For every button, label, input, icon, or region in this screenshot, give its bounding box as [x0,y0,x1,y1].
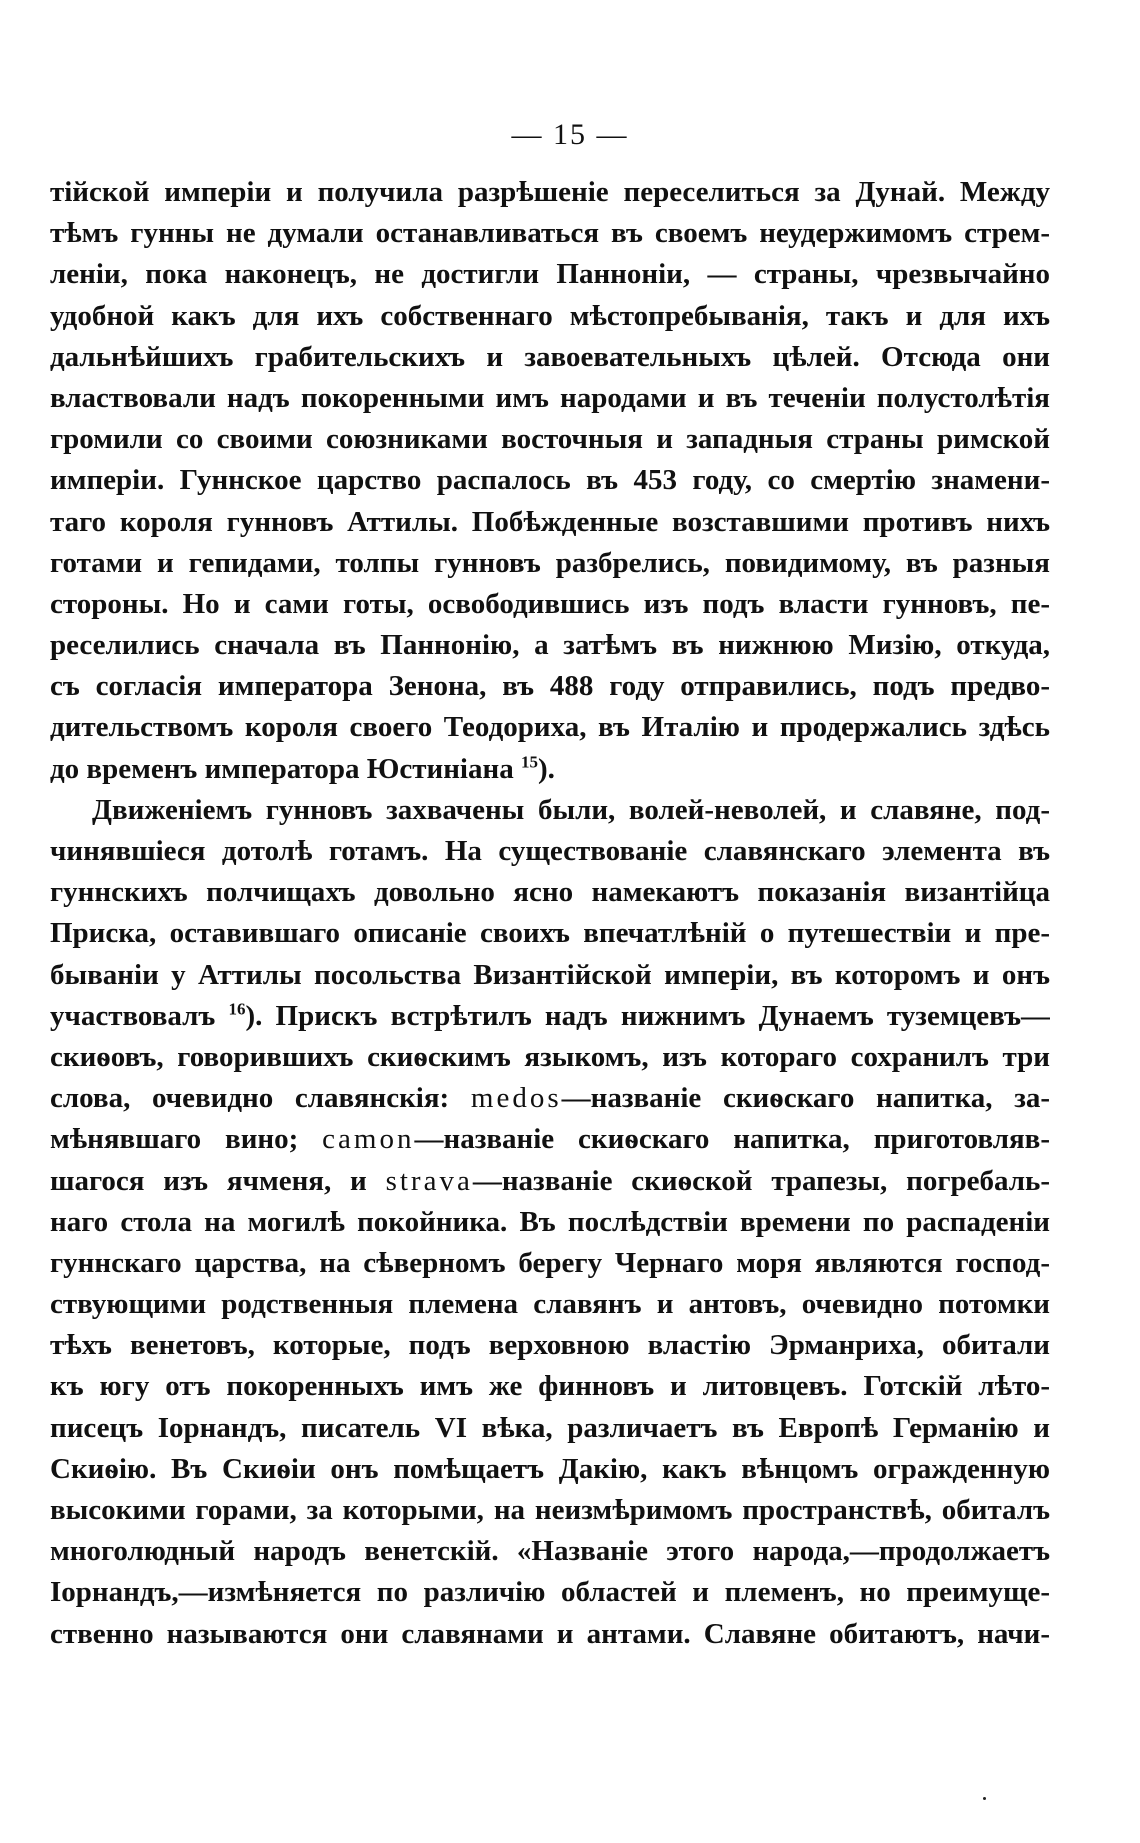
text-line: ственно называются они славянами и антами. Славяне обитаютъ, начи- [50,1617,1050,1650]
page-number: — 15 — [511,118,629,151]
text-line: Приска, оставившаго описаніе своихъ впечатлѣній о путешествіи и пре- [50,917,1050,950]
text-line: дальнѣйшихъ грабительскихъ и завоевательныхъ цѣлей. Отсюда они [50,340,1050,373]
text-line: леніи, пока наконецъ, не достигли Панноніи, — страны, чрезвычайно [50,258,1050,291]
text-line: гуннскаго царства, на сѣверномъ берегу Чернаго моря являются господ- [50,1246,1050,1279]
footnote-ref: 16 [228,999,246,1019]
text-line: дительствомъ короля своего Теодориха, въ Италію и продержались здѣсь [50,711,1050,744]
text-line [50,1119,1050,1160]
text-line: готами и гепидами, толпы гунновъ разбрелись, повидимому, въ разныя [50,546,1050,579]
body-text [50,172,1050,1655]
text-fragment: до временъ императора Юстиніана [50,752,514,785]
text-line: тѣхъ венетовъ, которые, подъ верховною властію Эрманриха, обитали [50,1329,1050,1362]
text-line: высокими горами, за которыми, на неизмѣримомъ пространствѣ, обиталъ [50,1494,1050,1526]
text-line [50,1161,1050,1202]
text-line: тѣмъ гунны не думали останавливаться въ своемъ неудержимомъ стрем- [50,217,1050,250]
text-line: наго стола на могилѣ покойника. Въ послѣдствіи времени по распаденіи [50,1205,1050,1238]
text-fragment: участвовалъ [50,999,216,1032]
text-line: съ согласія императора Зенона, въ 488 году отправились, подъ предво- [50,670,1050,703]
text-line: Движеніемъ гунновъ захвачены были, волей-неволей, и славяне, под- [92,793,1050,826]
text-line [50,1078,1050,1119]
text-line: реселились сначала въ Паннонію, а затѣмъ въ нижнюю Мизію, откуда, [50,629,1050,662]
text-fragment: —названіе скиѳскаго напитка, за- [561,1082,1050,1115]
text-line: Скиѳію. Въ Скиѳіи онъ помѣщаетъ Дакію, какъ вѣнцомъ огражденную [50,1452,1050,1485]
ink-dot [983,1797,986,1800]
text-line: властвовали надъ покоренными имъ народами и въ теченіи полустолѣтія [50,381,1050,414]
text-fragment: шагося изъ ячменя, и [50,1164,367,1197]
text-line: Іорнандъ,—измѣняется по различію областей и племенъ, но преимуще- [50,1576,1050,1609]
text-line [50,996,1050,1037]
text-fragment: —названіе скиѳской трапезы, погребаль- [472,1164,1050,1197]
text-line: имперіи. Гуннское царство распалось въ 453 году, со смертію знамени- [50,464,1050,497]
text-line: громили со своими союзниками восточныя и западныя страны римской [50,423,1050,456]
emphasized-word: medos [470,1082,562,1115]
text-line: ствующими родственныя племена славянъ и антовъ, очевидно потомки [50,1288,1050,1321]
text-fragment: ). [537,752,555,785]
text-line: удобной какъ для ихъ собственнаго мѣстопребыванія, такъ и для ихъ [50,299,1050,332]
text-fragment: мѣнявшаго вино; [50,1123,299,1156]
text-line: чинявшіеся дотолѣ готамъ. На существованіе славянскаго элемента въ [50,835,1050,867]
text-line: быванiи у Аттилы посольства Византійской имперіи, въ которомъ и онъ [50,958,1050,991]
emphasized-word: camon [322,1123,415,1156]
text-fragment: слова, очевидно славянскія: [50,1082,450,1115]
text-fragment: ). Прискъ встрѣтилъ надъ нижнимъ Дунаемъ туземцевъ— [245,999,1050,1032]
text-line: многолюдный народъ венетскій. «Названіе этого народа,—продолжаетъ [50,1535,1050,1568]
text-line: гуннскихъ полчищахъ довольно ясно намекаютъ показанія византійца [50,876,1050,909]
text-line: стороны. Но и сами готы, освободившись изъ подъ власти гунновъ, пе- [50,587,1050,620]
emphasized-word: strava [385,1164,473,1197]
text-line [50,749,1050,790]
text-fragment: —названіе скиѳскаго напитка, приготовляв- [414,1123,1050,1156]
text-line: скиѳовъ, говорившихъ скиѳскимъ языкомъ, изъ котораго сохранилъ три [50,1040,1050,1073]
text-line: таго короля гунновъ Аттилы. Побѣжденные возставшими противъ нихъ [50,505,1050,538]
text-line: къ югу отъ покоренныхъ имъ же финновъ и литовцевъ. Готскій лѣто- [50,1370,1050,1403]
footnote-ref: 15 [520,751,538,771]
text-line: тійской имперіи и получила разрѣшеніе переселиться за Дунай. Между [50,176,1050,208]
text-line: писецъ Іорнандъ, писатель VI вѣка, различаетъ въ Европѣ Германію и [50,1411,1050,1444]
